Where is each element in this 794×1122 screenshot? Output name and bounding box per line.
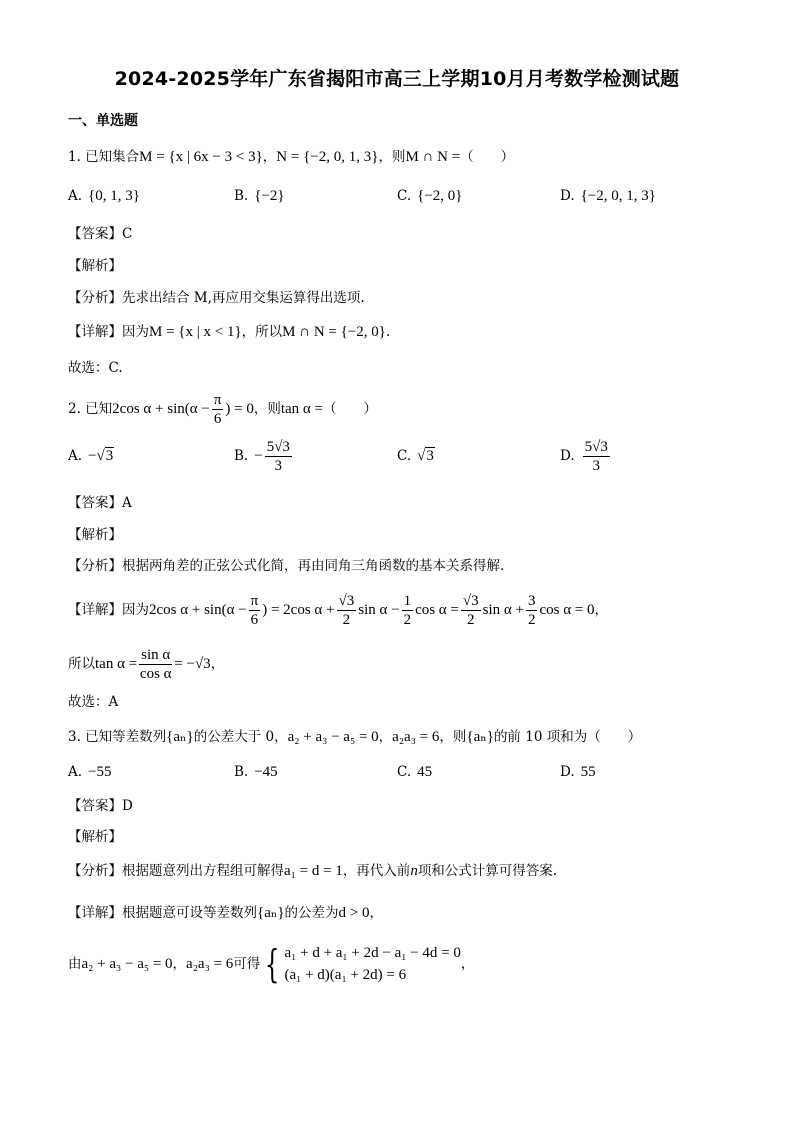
q1-detail — [68, 322, 390, 342]
option-fraction — [583, 438, 610, 475]
section-heading: 一、单选题 — [68, 113, 138, 129]
q2-pi-fraction — [212, 391, 224, 428]
fraction-numerator: π — [250, 593, 259, 609]
q3-detail-sequence: {aₙ} — [257, 905, 285, 921]
q2-expr-c: tan α = — [280, 401, 324, 417]
q2-so — [68, 646, 224, 683]
q2-stem-mid: ，则 — [253, 401, 281, 417]
option-label: A. — [68, 448, 83, 464]
option-sign: − — [254, 448, 263, 464]
question-1-stem — [68, 147, 514, 167]
option-text: −55 — [88, 764, 112, 780]
option-label: C. — [397, 188, 412, 204]
fraction-numerator: 1 — [403, 593, 412, 609]
q1-detail-math2: M ∩ N = {−2, 0} — [282, 324, 386, 340]
q2-so-result: = −√3 — [174, 656, 211, 672]
q1-jiexi: 【解析】 — [68, 258, 122, 274]
q2-detail-end: ， — [594, 602, 609, 618]
fraction-numerator: 5√3 — [266, 439, 290, 455]
q2-so-fraction — [139, 646, 172, 683]
q3-by-mid: 可得 — [233, 956, 261, 972]
q3-option-a — [68, 764, 112, 781]
q1-comma: ， — [262, 149, 277, 165]
q3-comma: ， — [378, 729, 393, 745]
q2-option-c: C. √3 — [397, 448, 434, 464]
q2-detail-expr: cos α = — [415, 602, 459, 618]
q3-detail-end: ， — [369, 905, 384, 921]
q2-choose: 故选：A — [68, 694, 119, 710]
fraction-denominator: 2 — [467, 612, 475, 628]
q3-option-d — [560, 764, 596, 781]
option-label: A. — [68, 188, 83, 204]
q2-so-tan: tan α = — [95, 656, 138, 672]
question-2-stem — [68, 391, 377, 428]
fraction-numerator: sin α — [141, 647, 171, 663]
option-label: C. — [397, 448, 412, 464]
q3-equation-2: a₂a₃ = 6 — [392, 729, 440, 745]
q1-stem-mid: ，则 — [378, 149, 406, 165]
q2-so-text: 所以 — [68, 656, 95, 672]
fraction-denominator: 6 — [250, 612, 259, 628]
q3-detail — [68, 903, 383, 923]
q3-by-eq2: a₂a₃ = 6 — [186, 956, 234, 972]
fraction-denominator: cos α — [139, 666, 172, 682]
q3-by-eq1: a₂ + a₃ − a₅ = 0 — [81, 956, 173, 972]
q3-stem-mid: 的公差大于 0， — [193, 729, 288, 745]
detail-fraction — [337, 592, 357, 629]
detail-fraction — [461, 592, 481, 629]
q1-option-c — [397, 188, 463, 205]
q1-set-m: M = {x | 6x − 3 < 3} — [139, 149, 263, 165]
fraction-numerator: 5√3 — [584, 439, 608, 455]
option-text: {−2} — [254, 188, 285, 204]
q1-answer: 【答案】C — [68, 226, 133, 242]
question-3-stem — [68, 727, 641, 747]
q2-expr-b: ) = 0 — [225, 401, 254, 417]
page-title: 2024-2025学年广东省揭阳市高三上学期10月月考数学检测试题 — [114, 68, 680, 90]
q2-option-a: A. −√3 — [68, 448, 114, 464]
q3-analysis-n: n — [410, 863, 418, 879]
option-text: 55 — [580, 764, 596, 780]
q2-analysis: 【分析】根据两角差的正弦公式化简，再由同角三角函数的基本关系得解. — [68, 558, 505, 574]
q2-paren: （ ） — [323, 401, 378, 417]
q3-by-end: ， — [460, 956, 475, 972]
q1-choose: 故选：C. — [68, 360, 123, 376]
option-sign: − — [88, 448, 97, 464]
detail-fraction — [402, 592, 414, 629]
q3-jiexi: 【解析】 — [68, 829, 122, 845]
option-label: B. — [234, 188, 249, 204]
fraction-numerator: π — [213, 392, 222, 408]
q3-analysis — [68, 861, 557, 881]
q3-option-c — [397, 764, 432, 781]
q2-stem-text: 2. 已知 — [68, 401, 113, 417]
option-radicand: 3 — [426, 448, 434, 464]
equation-system — [260, 942, 461, 986]
q3-stem-mid2: ，则 — [439, 729, 467, 745]
q3-detail-text: 【详解】根据题意可设等差数列 — [68, 905, 257, 921]
option-text: {−2, 0} — [417, 188, 463, 204]
detail-fraction — [249, 592, 261, 629]
option-text: 45 — [417, 764, 433, 780]
q3-detail-mid: 的公差为 — [284, 905, 339, 921]
q3-by-text: 由 — [68, 956, 82, 972]
q2-detail-text: 【详解】因为 — [68, 602, 149, 618]
q2-so-end: ， — [210, 656, 225, 672]
option-label: B. — [234, 764, 249, 780]
option-fraction — [265, 438, 292, 475]
option-label: D. — [560, 188, 575, 204]
fraction-denominator: 3 — [274, 458, 283, 474]
fraction-numerator: √3 — [338, 593, 355, 609]
q2-detail-expr: sin α − — [358, 602, 400, 618]
fraction-denominator: 6 — [213, 411, 222, 427]
q2-detail-expr: sin α + — [482, 602, 524, 618]
q2-option-d — [560, 438, 612, 475]
q1-set-n: N = {−2, 0, 1, 3} — [276, 149, 379, 165]
fraction-numerator: 3 — [527, 593, 536, 609]
option-text: {0, 1, 3} — [88, 188, 140, 204]
q2-detail-expr: 2cos α + sin(α − — [149, 602, 247, 618]
q1-option-b — [234, 188, 285, 205]
q2-jiexi: 【解析】 — [68, 527, 122, 543]
option-radicand: 3 — [105, 448, 114, 464]
detail-fraction — [526, 592, 538, 629]
q1-paren: （ ） — [460, 149, 515, 165]
option-label: D. — [560, 764, 575, 780]
fraction-denominator: 2 — [342, 612, 351, 628]
q2-option-b — [234, 438, 294, 475]
system-equation-2: (a₁ + d)(a₁ + 2d) = 6 — [284, 967, 407, 983]
q3-option-b — [234, 764, 278, 781]
q2-detail-expr: cos α = 0 — [539, 602, 595, 618]
option-text: −45 — [254, 764, 278, 780]
option-label: D. — [560, 448, 575, 464]
system-equation-1: a₁ + d + a₁ + 2d − a₁ − 4d = 0 — [284, 945, 461, 961]
q2-detail — [68, 592, 608, 629]
q1-option-a — [68, 188, 140, 205]
option-label: A. — [68, 764, 83, 780]
option-label: C. — [397, 764, 412, 780]
q1-detail-text: 【详解】因为 — [68, 324, 149, 340]
fraction-denominator: 2 — [403, 612, 412, 628]
fraction-denominator: 3 — [592, 458, 600, 474]
option-label: B. — [234, 448, 249, 464]
left-brace-icon: { — [265, 942, 280, 986]
q3-analysis-end: 项和公式计算可得答案. — [417, 863, 558, 879]
q3-analysis-text: 【分析】根据题意列出方程组可解得 — [68, 863, 284, 879]
q2-detail-expr: ) = 2cos α + — [262, 602, 335, 618]
q1-option-d — [560, 188, 656, 205]
q3-analysis-text: ，再代入前 — [342, 863, 411, 879]
q1-detail-math1: M = {x | x < 1} — [149, 324, 242, 340]
option-text: {−2, 0, 1, 3} — [580, 188, 656, 204]
q3-equation-1: a₂ + a₃ − a₅ = 0 — [287, 729, 379, 745]
q3-analysis-math: a₁ = d = 1 — [284, 863, 343, 879]
q1-detail-mid: ，所以 — [241, 324, 283, 340]
q3-sequence: {aₙ} — [466, 729, 494, 745]
q3-answer: 【答案】D — [68, 798, 133, 814]
q1-stem-text: 1. 已知集合 — [68, 149, 140, 165]
q3-sequence: {aₙ} — [166, 729, 194, 745]
q2-answer: 【答案】A — [68, 495, 132, 511]
q1-analysis: 【分析】先求出结合 M,再应用交集运算得出选项. — [68, 290, 365, 306]
fraction-denominator: 2 — [527, 612, 536, 628]
q1-expression: M ∩ N = — [405, 149, 461, 165]
q3-by-comma: ， — [172, 956, 187, 972]
q3-detail-d: d > 0 — [338, 905, 370, 921]
q1-detail-end: . — [386, 324, 391, 340]
q3-stem-end: 的前 10 项和为（ ） — [493, 729, 642, 745]
q2-expr-a: 2cos α + sin(α − — [112, 401, 210, 417]
q3-system-line — [68, 942, 474, 986]
fraction-numerator: √3 — [462, 593, 479, 609]
q3-stem-text: 3. 已知等差数列 — [68, 729, 167, 745]
